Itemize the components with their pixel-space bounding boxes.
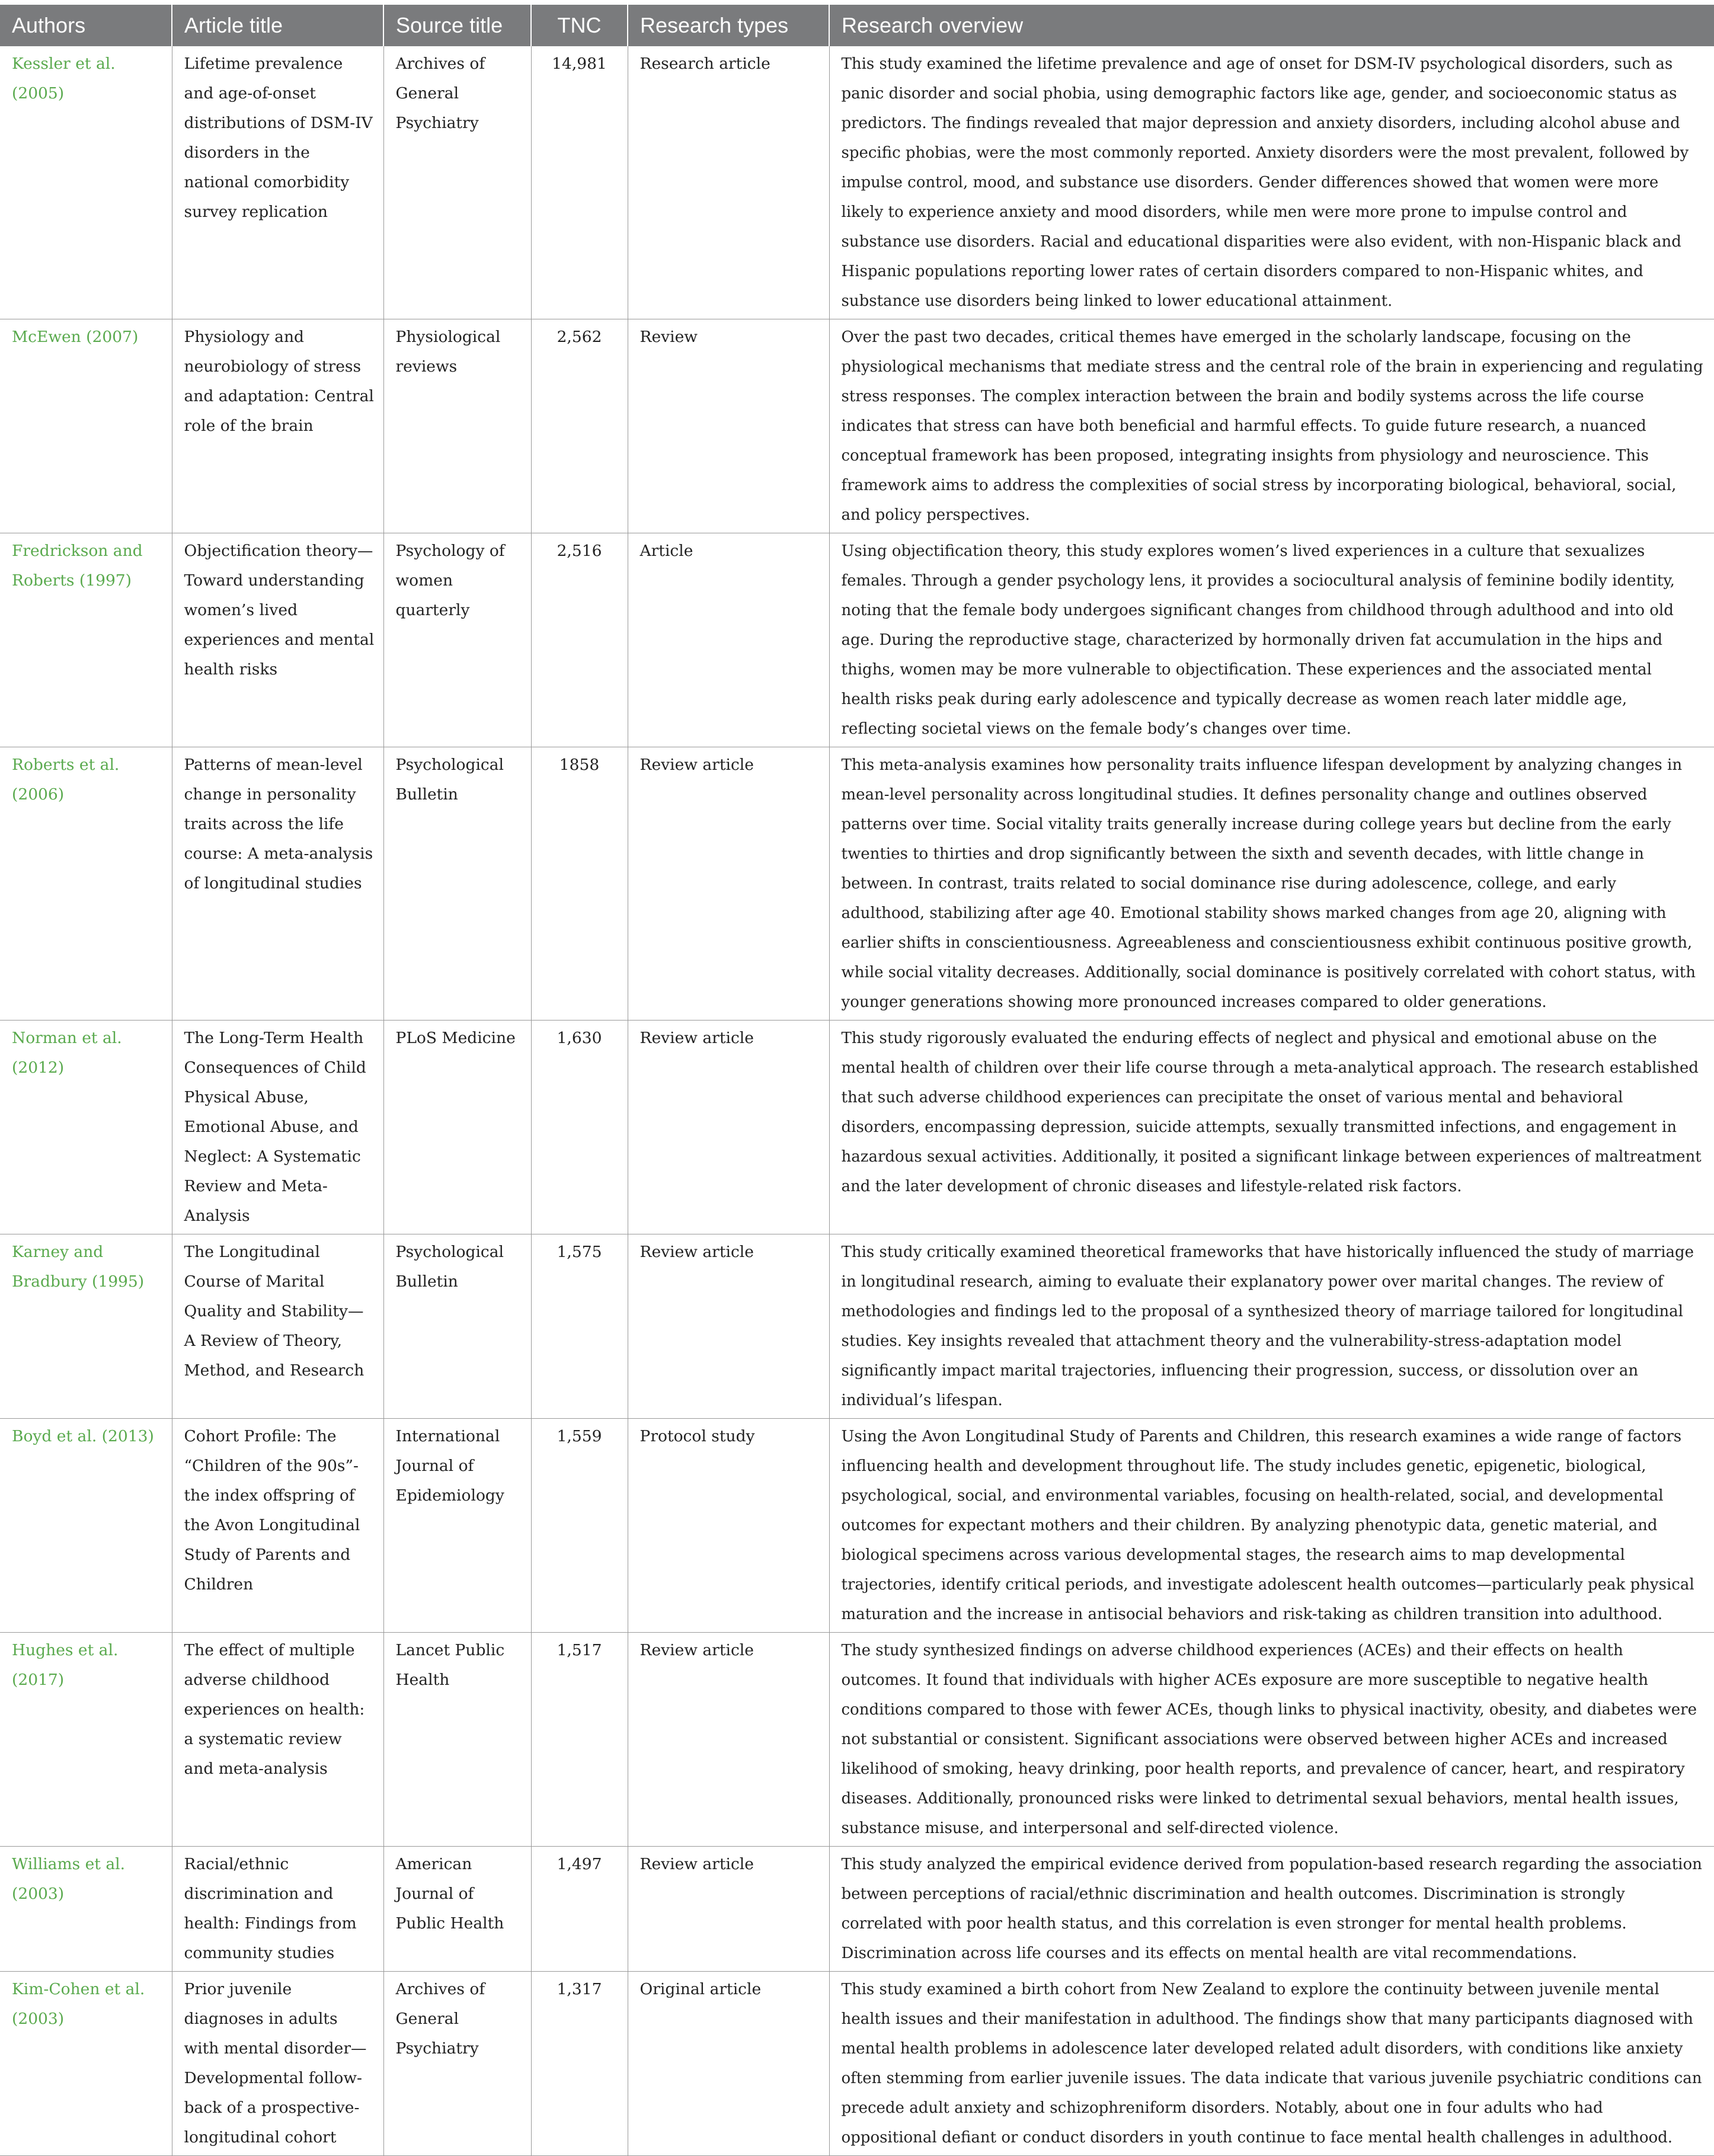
cell-research-overview: This study examined a birth cohort from New Zealand to explore the continuity between juvenile mental health issues and their manifestation in adulthood. The findings show that many participants diagnosed with mental health problems in adolescence later developed related adult disorders, with conditions like anxiety often stemming from earlier juvenile issues. The data indicate that various juvenile psychiatric conditions can precede adult anxiety and schizophreniform disorders. Notably, about one in four adults who had oppositional defiant or conduct disorders in youth continue to face mental health challenges in adulthood. — [829, 1972, 1714, 2156]
table-row — [0, 747, 1714, 1021]
header-authors: Authors — [0, 5, 172, 46]
cell-source-title: Psychological Bulletin — [383, 747, 531, 1021]
cell-tnc: 1,317 — [531, 1972, 628, 2156]
table-row — [0, 319, 1714, 533]
cell-source-title: Psychology of women quarterly — [383, 533, 531, 747]
cell-authors[interactable]: Hughes et al. (2017) — [0, 1633, 172, 1847]
cell-authors[interactable]: Boyd et al. (2013) — [0, 1419, 172, 1633]
header-tnc: TNC — [531, 5, 628, 46]
cell-authors[interactable]: Roberts et al. (2006) — [0, 747, 172, 1021]
cell-tnc: 1,497 — [531, 1847, 628, 1972]
header-source-title: Source title — [383, 5, 531, 46]
table-row — [0, 46, 1714, 319]
cell-article-title: The Longitudinal Course of Marital Quality and Stability—A Review of Theory, Method, and Research — [172, 1234, 383, 1419]
cell-article-title: Objectification theory—Toward understanding women’s lived experiences and mental health risks — [172, 533, 383, 747]
cell-authors[interactable]: McEwen (2007) — [0, 319, 172, 533]
table-row — [0, 1021, 1714, 1234]
table-body — [0, 46, 1714, 2156]
cell-research-type: Protocol study — [628, 1419, 829, 1633]
table-row — [0, 1847, 1714, 1972]
cell-research-type: Review article — [628, 747, 829, 1021]
cell-research-overview: This study critically examined theoretical frameworks that have historically influenced the study of marriage in longitudinal research, aiming to evaluate their explanatory power over marital changes. The review of methodologies and findings led to the proposal of a synthesized theory of marriage tailored for longitudinal studies. Key insights revealed that attachment theory and the vulnerability-stress-adaptation model significantly impact marital trajectories, influencing their progression, success, or dissolution over an individual’s lifespan. — [829, 1234, 1714, 1419]
cell-tnc: 1858 — [531, 747, 628, 1021]
cell-article-title: Patterns of mean-level change in personality traits across the life course: A meta-analysis of longitudinal studies — [172, 747, 383, 1021]
cell-research-overview: This study examined the lifetime prevalence and age of onset for DSM-IV psychological disorders, such as panic disorder and social phobia, using demographic factors like age, gender, and socioeconomic status as predictors. The findings revealed that major depression and anxiety disorders, including alcohol abuse and specific phobias, were the most commonly reported. Anxiety disorders were the most prevalent, followed by impulse control, mood, and substance use disorders. Gender differences showed that women were more likely to experience anxiety and mood disorders, while men were more prone to impulse control and substance use disorders. Racial and educational disparities were also evident, with non-Hispanic black and Hispanic populations reporting lower rates of certain disorders compared to non-Hispanic whites, and substance use disorders being linked to lower educational attainment. — [829, 46, 1714, 319]
cell-source-title: Archives of General Psychiatry — [383, 46, 531, 319]
cell-tnc: 1,517 — [531, 1633, 628, 1847]
cell-source-title: Lancet Public Health — [383, 1633, 531, 1847]
header-row — [0, 5, 1714, 46]
cell-authors[interactable]: Williams et al. (2003) — [0, 1847, 172, 1972]
cell-article-title: The Long-Term Health Consequences of Child Physical Abuse, Emotional Abuse, and Neglect: A Systematic Review and Meta-Analysis — [172, 1021, 383, 1234]
cell-article-title: Lifetime prevalence and age-of-onset distributions of DSM-IV disorders in the national comorbidity survey replication — [172, 46, 383, 319]
cell-research-overview: Using objectification theory, this study explores women’s lived experiences in a culture that sexualizes females. Through a gender psychology lens, it provides a sociocultural analysis of feminine bodily identity, noting that the female body undergoes significant changes from childhood through adulthood and into old age. During the reproductive stage, characterized by hormonally driven fat accumulation in the hips and thighs, women may be more vulnerable to objectification. These experiences and the associated mental health risks peak during early adolescence and typically decrease as women reach later middle age, reflecting societal views on the female body’s changes over time. — [829, 533, 1714, 747]
table-row — [0, 1633, 1714, 1847]
cell-research-overview: This study analyzed the empirical evidence derived from population-based research regarding the association between perceptions of racial/ethnic discrimination and health outcomes. Discrimination is strongly correlated with poor health status, and this correlation is even stronger for mental health problems. Discrimination across life courses and its effects on mental health are vital recommendations. — [829, 1847, 1714, 1972]
citations-table — [0, 5, 1714, 2156]
cell-research-type: Research article — [628, 46, 829, 319]
header-research-types: Research types — [628, 5, 829, 46]
cell-research-overview: This meta-analysis examines how personality traits influence lifespan development by analyzing changes in mean-level personality across longitudinal studies. It defines personality change and outlines observed patterns over time. Social vitality traits generally increase during college years but decline from the early twenties to thirties and drop significantly between the sixth and seventh decades, with little change in between. In contrast, traits related to social dominance rise during adolescence, college, and early adulthood, stabilizing after age 40. Emotional stability shows marked changes from age 20, aligning with earlier shifts in conscientiousness. Agreeableness and conscientiousness exhibit continuous positive growth, while social vitality decreases. Additionally, social dominance is positively correlated with cohort status, with younger generations showing more pronounced increases compared to older generations. — [829, 747, 1714, 1021]
table-row — [0, 1972, 1714, 2156]
cell-source-title: PLoS Medicine — [383, 1021, 531, 1234]
cell-article-title: Prior juvenile diagnoses in adults with mental disorder—Developmental follow-back of a prospective-longitudinal cohort — [172, 1972, 383, 2156]
cell-article-title: Racial/ethnic discrimination and health: Findings from community studies — [172, 1847, 383, 1972]
cell-research-overview: Over the past two decades, critical themes have emerged in the scholarly landscape, focusing on the physiological mechanisms that mediate stress and the central role of the brain in experiencing and regulating stress responses. The complex interaction between the brain and bodily systems across the life course indicates that stress can have both beneficial and harmful effects. To guide future research, a nuanced conceptual framework has been proposed, integrating insights from physiology and neuroscience. This framework aims to address the complexities of social stress by incorporating biological, behavioral, social, and policy perspectives. — [829, 319, 1714, 533]
cell-research-type: Review article — [628, 1847, 829, 1972]
cell-authors[interactable]: Fredrickson and Roberts (1997) — [0, 533, 172, 747]
cell-source-title: Physiological reviews — [383, 319, 531, 533]
cell-article-title: Cohort Profile: The “Children of the 90s”-the index offspring of the Avon Longitudinal Study of Parents and Children — [172, 1419, 383, 1633]
cell-authors[interactable]: Karney and Bradbury (1995) — [0, 1234, 172, 1419]
table-row — [0, 533, 1714, 747]
cell-research-overview: Using the Avon Longitudinal Study of Parents and Children, this research examines a wide range of factors influencing health and development throughout life. The study includes genetic, epigenetic, biological, psychological, social, and environmental variables, focusing on health-related, social, and developmental outcomes for expectant mothers and their children. By analyzing phenotypic data, genetic material, and biological specimens across various developmental stages, the research aims to map developmental trajectories, identify critical periods, and investigate adolescent health outcomes—particularly peak physical maturation and the increase in antisocial behaviors and risk-taking as children transition into adulthood. — [829, 1419, 1714, 1633]
cell-tnc: 1,630 — [531, 1021, 628, 1234]
cell-article-title: Physiology and neurobiology of stress and adaptation: Central role of the brain — [172, 319, 383, 533]
cell-authors[interactable]: Kessler et al. (2005) — [0, 46, 172, 319]
cell-authors[interactable]: Kim-Cohen et al. (2003) — [0, 1972, 172, 2156]
cell-source-title: Archives of General Psychiatry — [383, 1972, 531, 2156]
header-article-title: Article title — [172, 5, 383, 46]
cell-tnc: 2,516 — [531, 533, 628, 747]
cell-source-title: Psychological Bulletin — [383, 1234, 531, 1419]
cell-source-title: International Journal of Epidemiology — [383, 1419, 531, 1633]
cell-authors[interactable]: Norman et al. (2012) — [0, 1021, 172, 1234]
table-row — [0, 1419, 1714, 1633]
cell-research-overview: The study synthesized findings on adverse childhood experiences (ACEs) and their effects on health outcomes. It found that individuals with higher ACEs exposure are more susceptible to negative health conditions compared to those with fewer ACEs, though links to physical inactivity, obesity, and diabetes were not substantial or consistent. Significant associations were observed between higher ACEs and increased likelihood of smoking, heavy drinking, poor health reports, and prevalence of cancer, heart, and respiratory diseases. Additionally, pronounced risks were linked to detrimental sexual behaviors, mental health issues, substance misuse, and interpersonal and self-directed violence. — [829, 1633, 1714, 1847]
table-header — [0, 5, 1714, 46]
cell-tnc: 14,981 — [531, 46, 628, 319]
cell-research-type: Review article — [628, 1234, 829, 1419]
cell-research-overview: This study rigorously evaluated the enduring effects of neglect and physical and emotional abuse on the mental health of children over their life course through a meta-analytical approach. The research established that such adverse childhood experiences can precipitate the onset of various mental and behavioral disorders, encompassing depression, suicide attempts, sexually transmitted infections, and engagement in hazardous sexual activities. Additionally, it posited a significant linkage between experiences of maltreatment and the later development of chronic diseases and lifestyle-related risk factors. — [829, 1021, 1714, 1234]
cell-tnc: 1,559 — [531, 1419, 628, 1633]
cell-tnc: 2,562 — [531, 319, 628, 533]
cell-research-type: Review article — [628, 1633, 829, 1847]
cell-research-type: Review — [628, 319, 829, 533]
cell-research-type: Review article — [628, 1021, 829, 1234]
cell-research-type: Original article — [628, 1972, 829, 2156]
header-research-overview: Research overview — [829, 5, 1714, 46]
cell-tnc: 1,575 — [531, 1234, 628, 1419]
cell-research-type: Article — [628, 533, 829, 747]
cell-source-title: American Journal of Public Health — [383, 1847, 531, 1972]
cell-article-title: The effect of multiple adverse childhood experiences on health: a systematic review and meta-analysis — [172, 1633, 383, 1847]
table-row — [0, 1234, 1714, 1419]
